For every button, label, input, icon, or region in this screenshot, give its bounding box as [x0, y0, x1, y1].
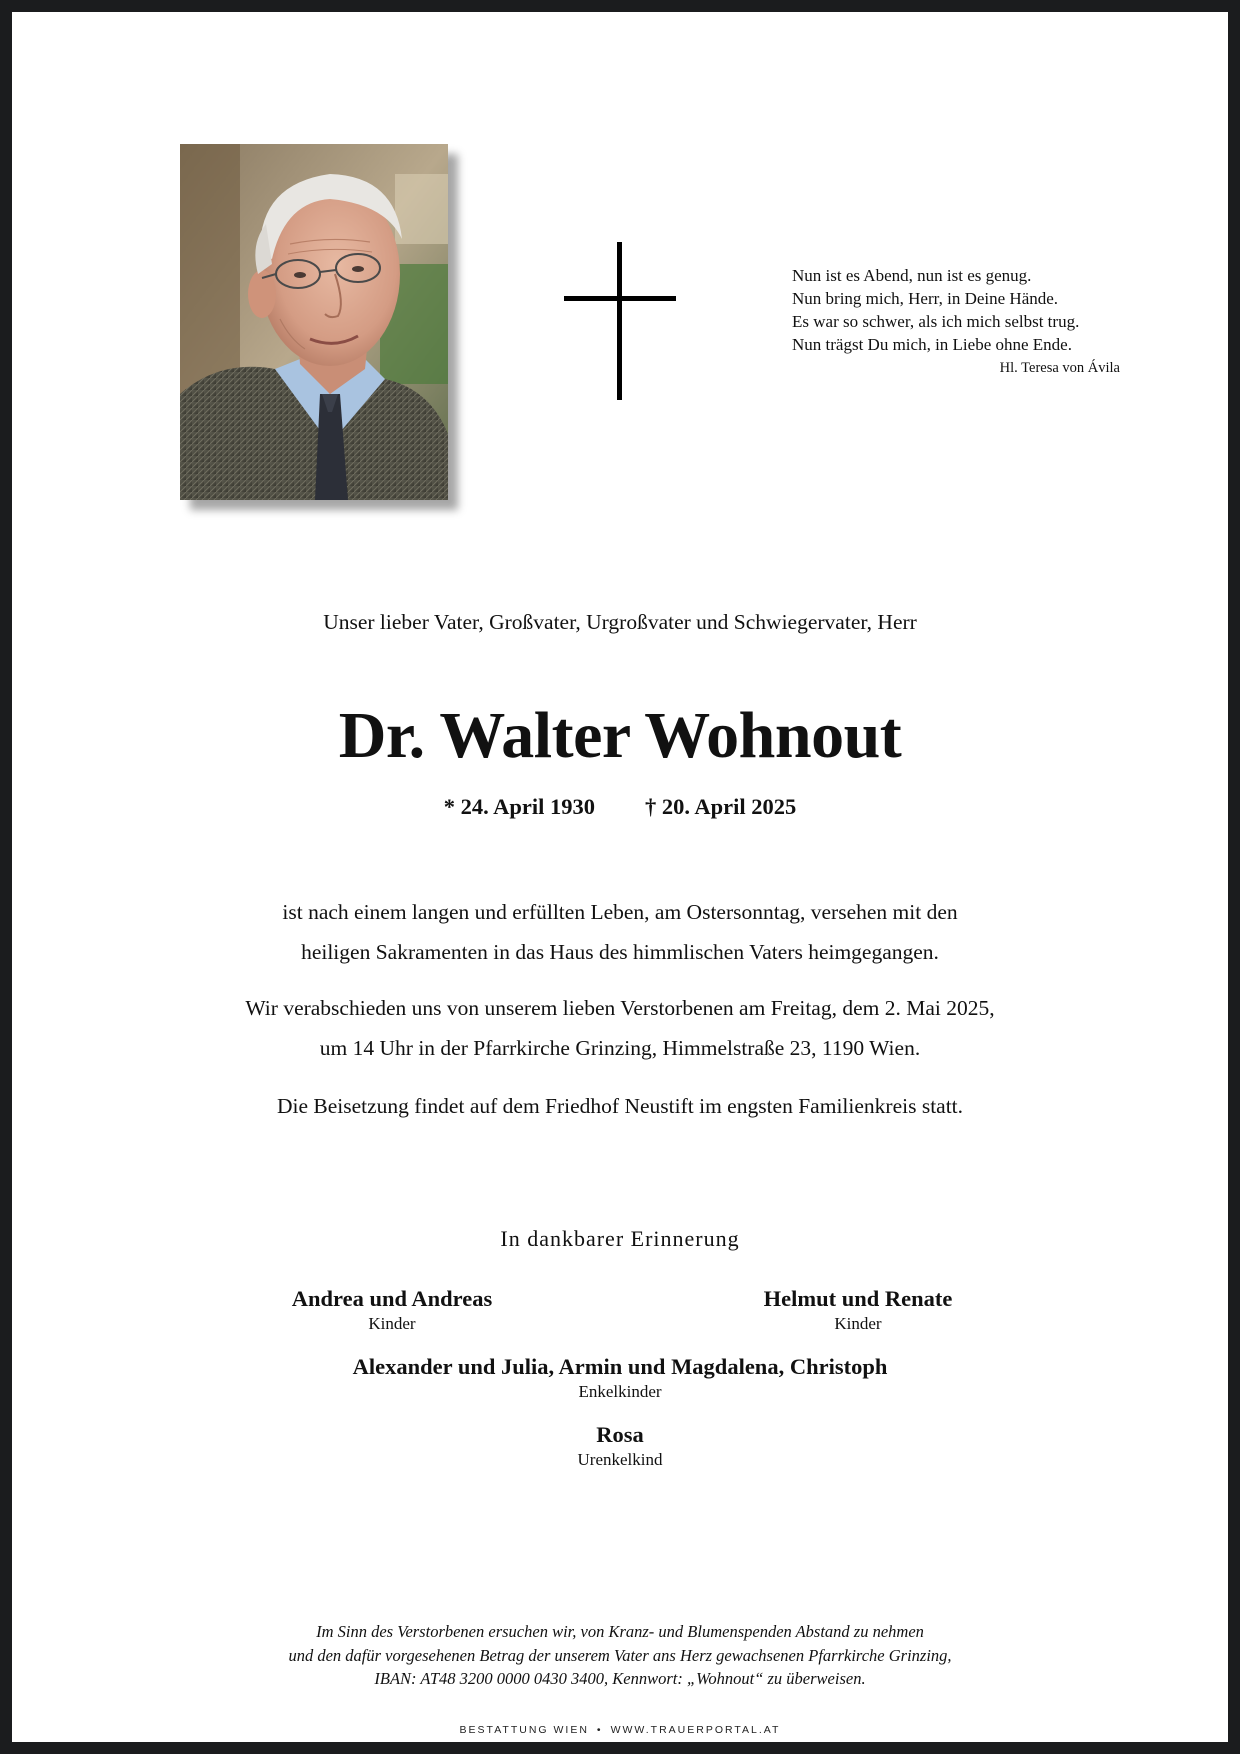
family-names: Helmut und Renate: [763, 1286, 953, 1311]
family-role: Kinder: [834, 1314, 882, 1333]
intro-text: Unser lieber Vater, Großvater, Urgroßvater und Schwiegervater, Herr: [323, 610, 917, 634]
footer-separator: •: [596, 1724, 603, 1736]
deceased-name: Dr. Walter Wohnout: [338, 699, 902, 772]
family-role: Kinder: [368, 1314, 416, 1333]
cross-vertical-bar: [617, 242, 622, 400]
paragraph-line: heiligen Sakramenten in das Haus des himmlischen Vaters heimgegangen.: [301, 940, 939, 964]
footer: [12, 1723, 1228, 1737]
family-names: Rosa: [596, 1422, 644, 1447]
obituary-page: [12, 12, 1228, 1742]
family-role: Enkelkinder: [578, 1382, 662, 1401]
funeral-details-paragraph: [12, 988, 1228, 1068]
portrait-photo: [180, 144, 448, 500]
life-dates: [12, 792, 1228, 822]
death-date: † 20. April 2025: [645, 794, 797, 819]
cross-horizontal-bar: [564, 296, 676, 301]
paragraph-line: Wir verabschieden uns von unserem lieben Verstorbenen am Freitag, dem 2. Mai 2025,: [245, 996, 995, 1020]
poem-line: Nun trägst Du mich, in Liebe ohne Ende.: [792, 335, 1072, 354]
family-names: Andrea und Andreas: [291, 1286, 493, 1311]
family-group-great-grandchild: [12, 1421, 1228, 1471]
family-group-grandchildren: [12, 1353, 1228, 1403]
announcement-paragraph: [12, 892, 1228, 972]
poem-line: Nun ist es Abend, nun ist es genug.: [792, 266, 1032, 285]
paragraph-line: um 14 Uhr in der Pfarrkirche Grinzing, Himmelstraße 23, 1190 Wien.: [319, 1036, 921, 1060]
footer-funeral-home: BESTATTUNG WIEN: [459, 1724, 589, 1736]
portrait-image: [180, 144, 448, 500]
paragraph-line: Die Beisetzung findet auf dem Friedhof Neustift im engsten Familienkreis statt.: [276, 1094, 964, 1118]
footer-website-link[interactable]: WWW.TRAUERPORTAL.AT: [610, 1724, 781, 1736]
family-group-children-1: [212, 1285, 572, 1335]
request-line: IBAN: AT48 3200 0000 0430 3400, Kennwort: „Wohnout“ zu überweisen.: [374, 1669, 866, 1688]
memory-heading: In dankbarer Erinnerung: [500, 1226, 740, 1251]
request-line: Im Sinn des Verstorbenen ersuchen wir, von Kranz- und Blumenspenden Abstand zu nehmen: [316, 1622, 924, 1641]
burial-paragraph: [12, 1086, 1228, 1126]
family-names: Alexander und Julia, Armin und Magdalena, Christoph: [352, 1354, 888, 1379]
family-group-children-2: [678, 1285, 1038, 1335]
family-role: Urenkelkind: [577, 1450, 663, 1469]
donation-request: [12, 1620, 1228, 1691]
request-line: und den dafür vorgesehenen Betrag der unserem Vater ans Herz gewachsenen Pfarrkirche Grinzing,: [288, 1645, 952, 1665]
latin-cross-icon: [564, 242, 676, 400]
poem-author: Hl. Teresa von Ávila: [999, 360, 1120, 376]
paragraph-line: ist nach einem langen und erfüllten Leben, am Ostersonntag, versehen mit den: [282, 900, 958, 924]
poem-line: Nun bring mich, Herr, in Deine Hände.: [792, 289, 1059, 308]
poem-line: Es war so schwer, als ich mich selbst trug.: [792, 312, 1080, 331]
poem: [792, 264, 1122, 379]
birth-date: * 24. April 1930: [443, 794, 595, 819]
